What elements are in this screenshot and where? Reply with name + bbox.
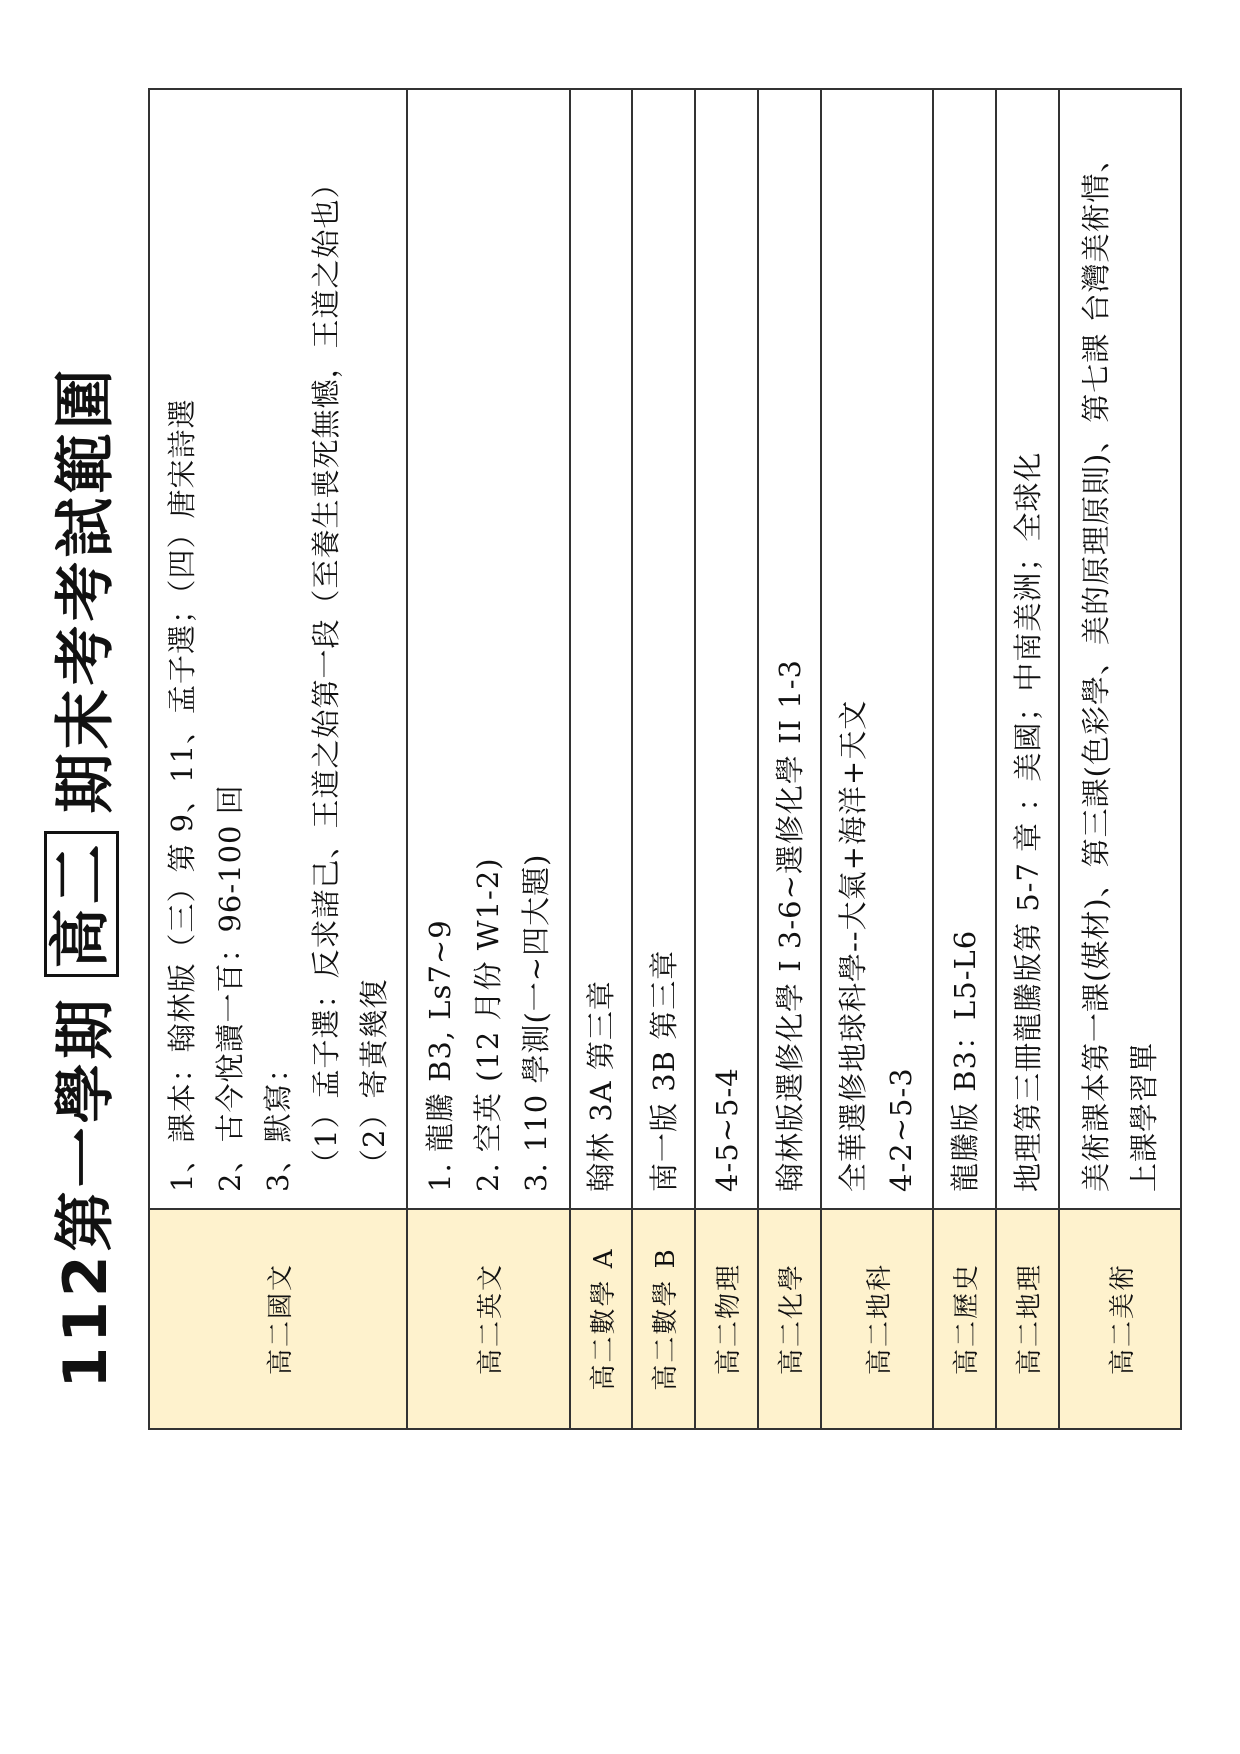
subject-cell: 高二化學	[758, 1209, 821, 1429]
scope-line: （2）寄黃幾復	[357, 978, 391, 1178]
scope-cell	[570, 89, 633, 1209]
scope-line: 1. 龍騰 B3, Ls7~9	[423, 919, 458, 1192]
table-row	[407, 89, 570, 1429]
scope-line: 地理第三冊龍騰版第 5-7 章 ：美國；中南美洲；全球化	[1010, 451, 1045, 1192]
subject-cell: 高二數學 A	[570, 1209, 633, 1429]
scope-cell	[632, 89, 695, 1209]
scope-cell	[933, 89, 996, 1209]
scope-line: 南一版 3B 第三章	[646, 949, 681, 1192]
scope-line: 全華選修地球科學--大氣+海洋+天文	[836, 699, 871, 1192]
scope-line: 4-5~5-4	[709, 1067, 744, 1192]
scope-line: 4-2~5-3	[884, 1067, 919, 1192]
scope-line: 1、課本：翰林版（三）第 9、11、孟子選；（四）唐宋詩選	[165, 398, 199, 1192]
scope-cell	[149, 89, 407, 1209]
subject-cell: 高二美術	[1059, 1209, 1181, 1429]
scope-line: 上課學習單	[1127, 1041, 1162, 1192]
subject-cell: 高二歷史	[933, 1209, 996, 1429]
scope-line: 龍騰版 B3：L5-L6	[947, 929, 982, 1192]
subject-cell: 高二物理	[695, 1209, 758, 1429]
table-row	[632, 89, 695, 1429]
scope-cell	[407, 89, 570, 1209]
scope-cell	[821, 89, 933, 1209]
exam-scope-table	[148, 88, 1182, 1430]
scope-line: 翰林版選修化學 I 3-6~選修化學 II 1-3	[772, 659, 807, 1192]
table-row	[1059, 89, 1181, 1429]
scope-cell	[996, 89, 1059, 1209]
scope-line: 3、默寫：	[261, 1052, 295, 1192]
subject-cell: 高二國文	[149, 1209, 407, 1429]
scope-line: 美術課本第一課(媒材)、第三課(色彩學、美的原理原則)、第七課 台灣美術情、	[1079, 142, 1114, 1192]
scope-cell	[695, 89, 758, 1209]
scope-line: 2、古今悅讀一百：96-100 回	[213, 784, 247, 1192]
title-prefix: 112第一學期	[51, 995, 121, 1389]
table-row	[996, 89, 1059, 1429]
title-grade-box: 高二	[44, 831, 119, 977]
scope-line: （1）孟子選：反求諸己、王道之始第一段（至養生喪死無憾，王道之始也）	[309, 168, 343, 1178]
scope-line: 翰林 3A 第三章	[584, 980, 618, 1192]
title-suffix: 期末考考試範圍	[51, 365, 121, 814]
table-row	[149, 89, 407, 1429]
scope-line: 2. 空英 (12 月份 W1-2)	[471, 857, 506, 1192]
subject-cell: 高二地理	[996, 1209, 1059, 1429]
subject-cell: 高二英文	[407, 1209, 570, 1429]
scope-cell	[758, 89, 821, 1209]
table-row	[933, 89, 996, 1429]
table-row	[570, 89, 633, 1429]
table-row	[695, 89, 758, 1429]
scope-cell	[1059, 89, 1181, 1209]
subject-cell: 高二數學 B	[632, 1209, 695, 1429]
scope-line: 3. 110 學測(一~四大題)	[519, 853, 554, 1192]
table-row	[758, 89, 821, 1429]
table-row	[821, 89, 933, 1429]
page-title	[36, 0, 126, 1754]
subject-cell: 高二地科	[821, 1209, 933, 1429]
